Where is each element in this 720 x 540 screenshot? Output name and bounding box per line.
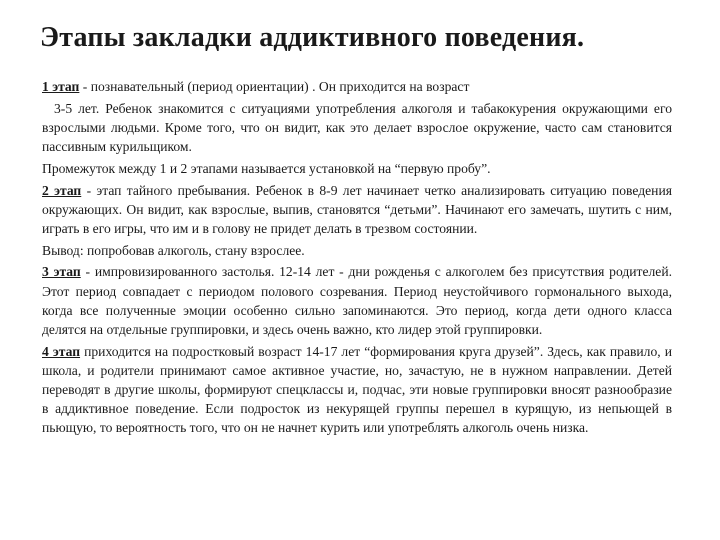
stage-4-label: 4 этап <box>42 343 81 359</box>
stage-1-text: - познавательный (период ориентации) . Он приходится на возраст <box>79 79 470 94</box>
slide-title: Этапы закладки аддиктивного поведения. <box>40 22 585 53</box>
stage-2-label: 2 этап <box>42 182 82 198</box>
paragraph-stage-1 <box>42 77 672 96</box>
stage-2-text: - этап тайного пребывания. Ребенок в 8-9 лет начинает четко анализировать ситуацию поведения окружающих. Он видит, как взрослые, выпив, становятся “детьми”. Начинают его замечать, шутить с ним, играть в его игры, что им и в голову не придет делать в трезвом состоянии. <box>42 182 672 236</box>
paragraph-conclusion: Вывод: попробовав алкоголь, стану взрослее. <box>42 242 305 258</box>
paragraph-stage-1-details: 3-5 лет. Ребенок знакомится с ситуациями употребления алкоголя и табакокурения окружающими его взрослыми людьми. Кроме того, что он видит, как это делает взрослое окружение, часто сам становится пассивным курильщиком. <box>42 100 672 155</box>
stage-1-label: 1 этап <box>42 79 80 94</box>
paragraph-stage-2 <box>42 181 672 239</box>
stage-4-text: приходится на подростковый возраст 14-17 лет “формирования круга друзей”. Здесь, как правило, и школа, и родители принимают самое активное участие, но, зачастую, не в нужном направлении. Детей переводят в другие школы, формируют спецклассы и, подчас, эти новые группировки вносят разнообразие в аддиктивное поведение. Если подросток из некурящей группы перешел в курящую, из непьющей в пьющую, то вероятность того, что он не начнет курить или употреблять алкоголь очень низка. <box>42 343 672 436</box>
paragraph-stage-4 <box>42 342 672 438</box>
stage-3-label: 3 этап <box>42 264 81 280</box>
slide-body <box>42 77 672 440</box>
paragraph-interval-note: Промежуток между 1 и 2 этапами называется установкой на “первую пробу”. <box>42 160 491 176</box>
paragraph-stage-3 <box>42 262 672 339</box>
stage-3-text: - импровизированного застолья. 12-14 лет - дни рожденья с алкоголем без присутствия родителей. Этот период совпадает с периодом полового созревания. Период неустойчивого гормонального выхода, когда все полученные эмоции особенно сильно запоминаются. Это период, когда дети одного класса делятся на отдельные группировки, и здесь очень важно, кто лидер этой группировки. <box>42 264 673 337</box>
